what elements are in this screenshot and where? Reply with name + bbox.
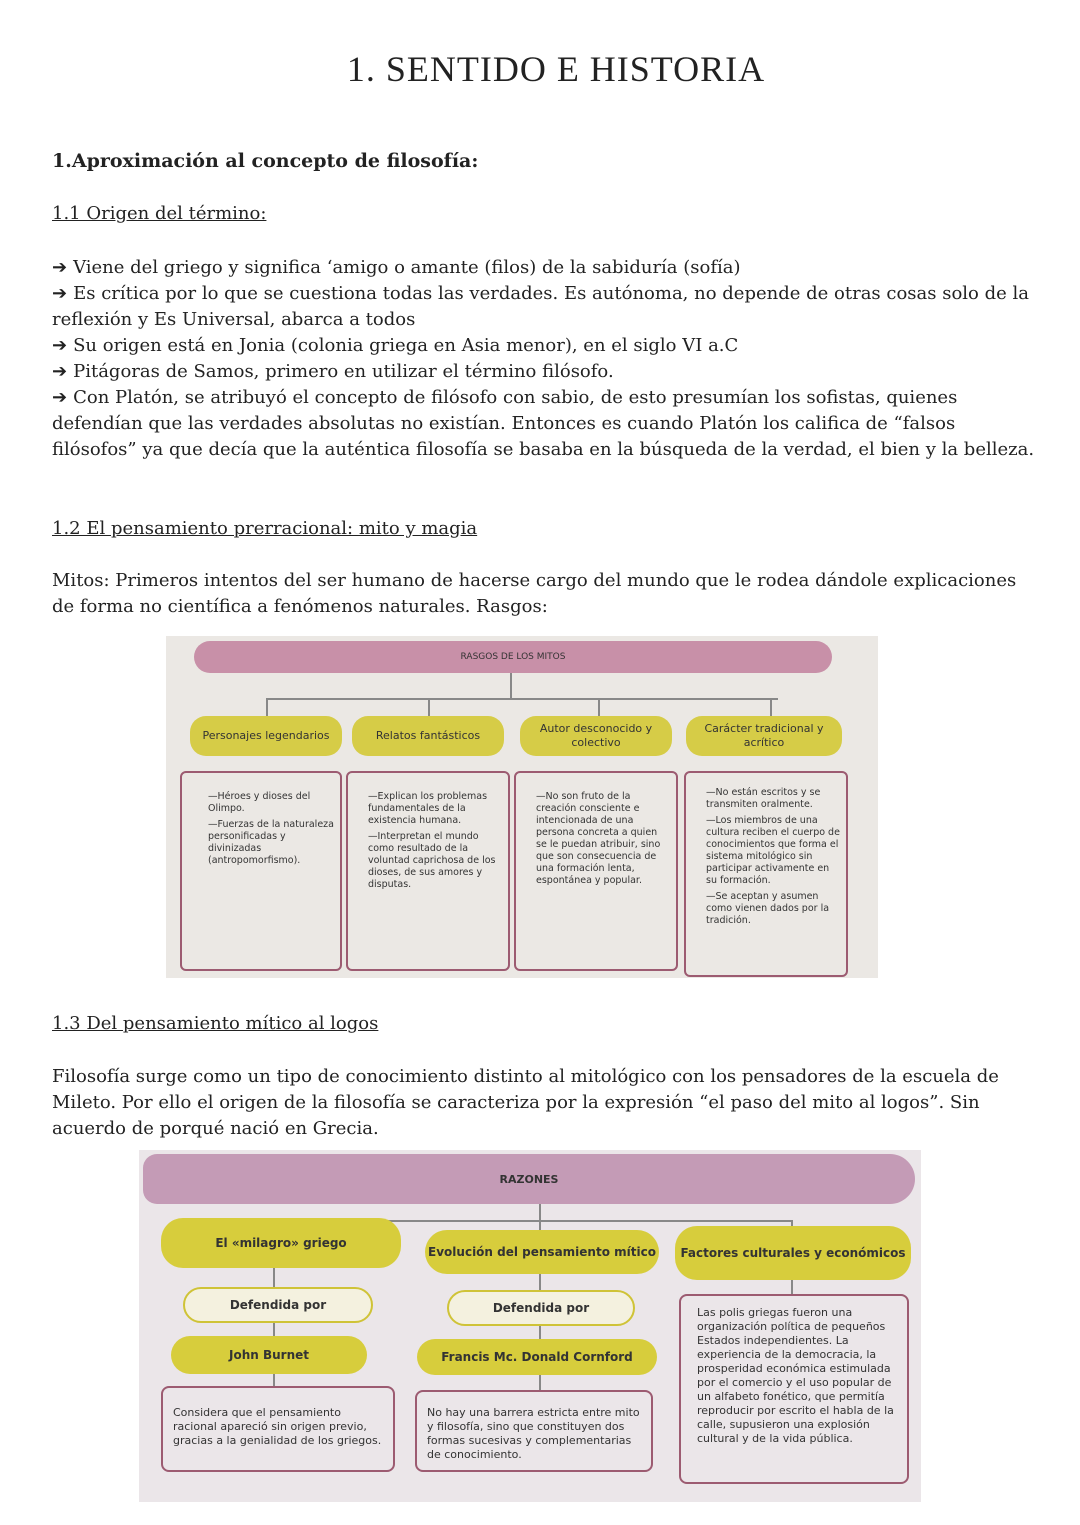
connector-line [539,1326,541,1340]
reason-box: Las polis griegas fueron una organización política de pequeños Estados independientes. La experiencia de la democracia, la prosperidad económica estimulada por el comercio y el uso popular de un alfabeto fonético, que permitía reproducir por escrito el habla de la calle, supusieron una explosión cultural y de la vida pública. [679,1294,909,1484]
subsection-heading-1-2: 1.2 El pensamiento prerracional: mito y magia [52,518,478,539]
reason-box: No hay una barrera estricta entre mito y filosofía, sino que constituyen dos formas sucesivas y complementarias de conocimiento. [415,1390,653,1472]
trait-label: Autor desconocido y colectivo [520,716,672,756]
trait-item: —No son fruto de la creación consciente e intencionada de una persona concreta a quien se le puedan atribuir, sino que son consecuencia de una formación lenta, espontánea y popular. [536,791,661,886]
arrow-icon: ➔ [52,257,68,278]
figure-band: RAZONES [143,1154,915,1204]
trait-item: —Explican los problemas fundamentales de la existencia humana. [368,791,488,826]
connector-line [539,1274,541,1290]
trait-box [514,771,678,971]
page-title: 1. SENTIDO E HISTORIA [346,49,766,89]
origin-bullets [52,255,1037,463]
defended-by-label: Defendida por [183,1287,373,1323]
connector-line [510,673,512,699]
trait-label: Relatos fantásticos [352,716,504,756]
myths-traits-figure [166,636,878,978]
reason-label: Evolución del pensamiento mítico [425,1230,659,1274]
bullet-item: ➔ Es crítica por lo que se cuestiona todas las verdades. Es autónoma, no depende de otras cosas solo de la reflexión y Es Universal, abarca a todos [52,283,1030,330]
trait-item: —Los miembros de una cultura reciben el cuerpo de conocimientos que forma el sistema mitológico sin participar activamente en su formación. [706,815,840,886]
connector-line [598,698,600,716]
arrow-icon: ➔ [52,283,68,304]
figure-band: RASGOS DE LOS MITOS [194,641,832,673]
subsection-heading-1-3: 1.3 Del pensamiento mítico al logos [52,1013,379,1034]
connector-line [791,1280,793,1294]
connector-line [428,698,430,716]
trait-label: Personajes legendarios [190,716,342,756]
trait-box [684,771,848,977]
connector-line [273,1268,275,1288]
trait-item: —Se aceptan y asumen como vienen dados por la tradición. [706,891,830,926]
reason-label: Factores culturales y económicos [675,1226,911,1280]
connector-line [273,1374,275,1386]
author-label: Francis Mc. Donald Cornford [417,1339,657,1375]
reason-box: Considera que el pensamiento racional apareció sin origen previo, gracias a la genialidad de los griegos. [161,1386,395,1472]
bullet-item: ➔ Con Platón, se atribuyó el concepto de filósofo con sabio, de esto presumían los sofistas, quienes defendían que las verdades absolutas no existían. Entonces es cuando Platón los califica de “falsos filósofos” ya que decía que la auténtica filosofía se basaba en la búsqueda de la verdad, el bien y la belleza. [52,387,1035,460]
connector-line [266,698,778,700]
reason-label: El «milagro» griego [161,1218,401,1268]
reasons-figure [139,1150,921,1502]
connector-line [273,1323,275,1337]
defended-by-label: Defendida por [447,1290,635,1326]
subsection-heading-1-1: 1.1 Origen del término: [52,203,267,224]
author-label: John Burnet [171,1336,367,1374]
bullet-item: ➔ Su origen está en Jonia (colonia griega en Asia menor), en el siglo VI a.C [52,335,739,356]
arrow-icon: ➔ [52,335,68,356]
bullet-item: ➔ Pitágoras de Samos, primero en utilizar el término filósofo. [52,361,614,382]
trait-box [180,771,342,971]
section-heading: 1.Aproximación al concepto de filosofía: [52,150,479,172]
trait-label: Carácter tradicional y acrítico [686,716,842,756]
trait-item: —Héroes y dioses del Olimpo. [208,791,311,814]
trait-box [346,771,510,971]
bullet-item: ➔ Viene del griego y significa ‘amigo o amante (filos) de la sabiduría (sofía) [52,257,741,278]
logos-paragraph: Filosofía surge como un tipo de conocimiento distinto al mitológico con los pensadores de la escuela de Mileto. Por ello el origen de la filosofía se caracteriza por la expresión “el paso del mito al logos”. Sin acuerdo de porqué nació en Grecia. [52,1066,999,1139]
arrow-icon: ➔ [52,387,68,408]
trait-item: —No están escritos y se transmiten oralmente. [706,787,821,810]
trait-item: —Interpretan el mundo como resultado de la voluntad caprichosa de los dioses, de sus amores y disputas. [368,831,496,890]
myths-paragraph: Mitos: Primeros intentos del ser humano de hacerse cargo del mundo que le rodea dándole explicaciones de forma no científica a fenómenos naturales. Rasgos: [52,570,1017,617]
connector-line [266,698,268,716]
arrow-icon: ➔ [52,361,68,382]
connector-line [539,1375,541,1391]
connector-line [770,698,772,716]
trait-item: —Fuerzas de la naturaleza personificadas y divinizadas (antropomorfismo). [208,819,334,866]
